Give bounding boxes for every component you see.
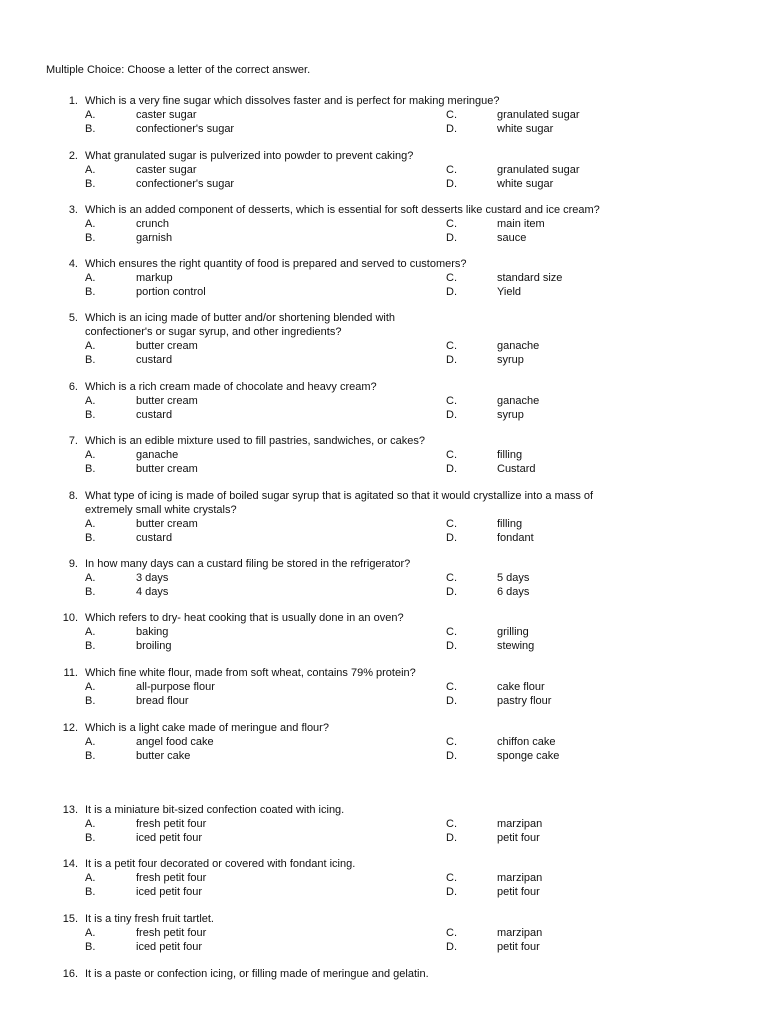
question-text: What granulated sugar is pulverized into powder to prevent caking? xyxy=(85,150,414,162)
option-letter-b: B. xyxy=(85,123,96,135)
option-row xyxy=(0,394,768,408)
option-text-d: sponge cake xyxy=(497,750,560,762)
question-number: 13. xyxy=(62,804,78,816)
question-number: 7. xyxy=(68,435,78,447)
option-row xyxy=(0,163,768,177)
option-letter-d: D. xyxy=(446,232,457,244)
option-text-a: fresh petit four xyxy=(136,818,207,830)
option-letter-c: C. xyxy=(446,395,457,407)
option-letter-c: C. xyxy=(446,572,457,584)
option-letter-b: B. xyxy=(85,886,96,898)
option-letter-d: D. xyxy=(446,586,457,598)
question-text: What type of icing is made of boiled sugar syrup that is agitated so that it would crystallize into a mass of xyxy=(85,490,594,502)
option-letter-c: C. xyxy=(446,449,457,461)
option-text-b: garnish xyxy=(136,232,173,244)
question-line xyxy=(0,803,768,817)
question-item xyxy=(0,203,768,245)
option-letter-d: D. xyxy=(446,286,457,298)
option-letter-b: B. xyxy=(85,586,96,598)
option-row xyxy=(0,339,768,353)
option-row xyxy=(0,217,768,231)
question-text: Which fine white flour, made from soft wheat, contains 79% protein? xyxy=(85,667,416,679)
question-item xyxy=(0,803,768,845)
option-letter-d: D. xyxy=(446,695,457,707)
option-row xyxy=(0,448,768,462)
question-number: 1. xyxy=(68,95,78,107)
question-item xyxy=(0,257,768,299)
question-number: 10. xyxy=(62,612,78,624)
option-row xyxy=(0,177,768,191)
question-text: It is a petit four decorated or covered with fondant icing. xyxy=(85,858,356,870)
option-text-a: caster sugar xyxy=(136,109,197,121)
question-item xyxy=(0,489,768,545)
question-item xyxy=(0,311,768,367)
option-letter-c: C. xyxy=(446,818,457,830)
question-number: 15. xyxy=(62,913,78,925)
option-row xyxy=(0,108,768,122)
option-row xyxy=(0,871,768,885)
question-text: It is a paste or confection icing, or filling made of meringue and gelatin. xyxy=(85,968,429,980)
option-text-c: marzipan xyxy=(497,927,543,939)
question-line xyxy=(0,857,768,871)
option-letter-d: D. xyxy=(446,886,457,898)
option-letter-c: C. xyxy=(446,626,457,638)
option-row xyxy=(0,817,768,831)
option-letter-a: A. xyxy=(85,626,96,638)
option-letter-b: B. xyxy=(85,354,96,366)
option-letter-d: D. xyxy=(446,409,457,421)
option-text-a: 3 days xyxy=(136,572,169,584)
question-text: It is a tiny fresh fruit tartlet. xyxy=(85,913,214,925)
question-line xyxy=(0,434,768,448)
question-number: 4. xyxy=(68,258,78,270)
option-text-a: all-purpose flour xyxy=(136,681,215,693)
question-text: In how many days can a custard filing be stored in the refrigerator? xyxy=(85,558,411,570)
option-text-d: fondant xyxy=(497,532,534,544)
option-text-d: Custard xyxy=(497,463,536,475)
option-row xyxy=(0,735,768,749)
option-letter-a: A. xyxy=(85,572,96,584)
option-text-d: syrup xyxy=(497,409,524,421)
option-row xyxy=(0,926,768,940)
question-item xyxy=(0,149,768,191)
option-row xyxy=(0,585,768,599)
option-text-a: angel food cake xyxy=(136,736,214,748)
question-number: 3. xyxy=(68,204,78,216)
option-text-a: ganache xyxy=(136,449,179,461)
option-text-a: caster sugar xyxy=(136,164,197,176)
option-letter-a: A. xyxy=(85,927,96,939)
question-number: 11. xyxy=(63,667,78,679)
option-letter-d: D. xyxy=(446,463,457,475)
option-text-d: petit four xyxy=(497,941,540,953)
question-text: Which is an added component of desserts, which is essential for soft desserts like custard and ice cream? xyxy=(85,204,600,216)
option-text-b: confectioner's sugar xyxy=(136,178,235,190)
option-letter-a: A. xyxy=(85,681,96,693)
option-text-b: broiling xyxy=(136,640,172,652)
question-text: Which is a very fine sugar which dissolves faster and is perfect for making meringue? xyxy=(85,95,500,107)
option-text-b: iced petit four xyxy=(136,832,203,844)
option-letter-d: D. xyxy=(446,123,457,135)
option-text-a: butter cream xyxy=(136,395,198,407)
option-letter-d: D. xyxy=(446,941,457,953)
option-row xyxy=(0,408,768,422)
option-row xyxy=(0,531,768,545)
option-letter-c: C. xyxy=(446,736,457,748)
option-text-b: portion control xyxy=(136,286,206,298)
option-text-b: iced petit four xyxy=(136,886,203,898)
question-line xyxy=(0,912,768,926)
option-letter-a: A. xyxy=(85,272,96,284)
option-row xyxy=(0,231,768,245)
option-text-d: petit four xyxy=(497,886,540,898)
question-text: Which is an edible mixture used to fill pastries, sandwiches, or cakes? xyxy=(85,435,425,447)
option-row xyxy=(0,680,768,694)
option-text-b: custard xyxy=(136,354,173,366)
option-letter-d: D. xyxy=(446,640,457,652)
option-letter-b: B. xyxy=(85,232,96,244)
option-letter-c: C. xyxy=(446,164,457,176)
question-line xyxy=(0,149,768,163)
option-letter-d: D. xyxy=(446,750,457,762)
question-text: confectioner's or sugar syrup, and other ingredients? xyxy=(85,326,342,338)
question-item xyxy=(0,94,768,136)
question-line xyxy=(0,380,768,394)
option-letter-a: A. xyxy=(85,818,96,830)
question-item xyxy=(0,666,768,708)
option-letter-c: C. xyxy=(446,927,457,939)
option-letter-c: C. xyxy=(446,109,457,121)
option-row xyxy=(0,122,768,136)
option-text-c: cake flour xyxy=(497,681,545,693)
option-letter-a: A. xyxy=(85,164,96,176)
option-letter-d: D. xyxy=(446,178,457,190)
question-line xyxy=(0,311,768,325)
option-text-c: grilling xyxy=(497,626,529,638)
option-text-c: filling xyxy=(497,449,523,461)
option-text-c: marzipan xyxy=(497,818,543,830)
option-text-a: fresh petit four xyxy=(136,872,207,884)
option-letter-c: C. xyxy=(446,681,457,693)
option-text-b: custard xyxy=(136,532,173,544)
option-text-c: 5 days xyxy=(497,572,530,584)
option-row xyxy=(0,639,768,653)
option-letter-a: A. xyxy=(85,109,96,121)
question-line xyxy=(0,489,768,503)
option-row xyxy=(0,517,768,531)
question-item xyxy=(0,912,768,954)
question-line xyxy=(0,503,768,517)
option-text-d: white sugar xyxy=(497,178,554,190)
option-letter-a: A. xyxy=(85,218,96,230)
option-row xyxy=(0,571,768,585)
option-text-d: 6 days xyxy=(497,586,530,598)
option-text-b: iced petit four xyxy=(136,941,203,953)
option-text-c: granulated sugar xyxy=(497,164,580,176)
question-item xyxy=(0,721,768,763)
option-row xyxy=(0,462,768,476)
question-item xyxy=(0,967,768,981)
question-text: Which refers to dry- heat cooking that is usually done in an oven? xyxy=(85,612,404,624)
option-text-b: custard xyxy=(136,409,173,421)
option-letter-a: A. xyxy=(85,872,96,884)
option-text-a: fresh petit four xyxy=(136,927,207,939)
option-text-d: white sugar xyxy=(497,123,554,135)
option-text-c: main item xyxy=(497,218,545,230)
option-letter-b: B. xyxy=(85,409,96,421)
option-row xyxy=(0,940,768,954)
option-text-c: chiffon cake xyxy=(497,736,556,748)
option-letter-c: C. xyxy=(446,218,457,230)
option-letter-c: C. xyxy=(446,272,457,284)
option-letter-a: A. xyxy=(85,736,96,748)
option-text-d: Yield xyxy=(497,286,522,298)
question-text: Which is an icing made of butter and/or shortening blended with xyxy=(85,312,396,324)
option-row xyxy=(0,625,768,639)
question-line xyxy=(0,666,768,680)
option-text-c: ganache xyxy=(497,395,540,407)
question-text: Which is a light cake made of meringue and flour? xyxy=(85,722,329,734)
question-number: 16. xyxy=(62,968,78,980)
question-number: 12. xyxy=(62,722,78,734)
question-number: 2. xyxy=(68,150,78,162)
option-text-a: crunch xyxy=(136,218,170,230)
option-letter-b: B. xyxy=(85,750,96,762)
option-row xyxy=(0,749,768,763)
option-letter-a: A. xyxy=(85,395,96,407)
option-letter-d: D. xyxy=(446,532,457,544)
question-line xyxy=(0,94,768,108)
option-letter-b: B. xyxy=(85,941,96,953)
option-letter-c: C. xyxy=(446,872,457,884)
option-text-c: marzipan xyxy=(497,872,543,884)
question-line xyxy=(0,203,768,217)
option-text-d: petit four xyxy=(497,832,540,844)
option-text-d: pastry flour xyxy=(497,695,552,707)
question-line xyxy=(0,611,768,625)
option-text-a: butter cream xyxy=(136,340,198,352)
question-item xyxy=(0,611,768,653)
question-text: Which ensures the right quantity of food is prepared and served to customers? xyxy=(85,258,467,270)
option-text-b: bread flour xyxy=(136,695,189,707)
option-text-d: sauce xyxy=(497,232,527,244)
option-letter-a: A. xyxy=(85,340,96,352)
option-text-d: stewing xyxy=(497,640,535,652)
option-text-b: butter cream xyxy=(136,463,198,475)
question-item xyxy=(0,557,768,599)
question-number: 8. xyxy=(68,490,78,502)
question-item xyxy=(0,434,768,476)
question-text: extremely small white crystals? xyxy=(85,504,237,516)
question-line xyxy=(0,721,768,735)
option-text-a: markup xyxy=(136,272,173,284)
question-text: It is a miniature bit-sized confection coated with icing. xyxy=(85,804,345,816)
option-row xyxy=(0,271,768,285)
option-letter-b: B. xyxy=(85,695,96,707)
question-line xyxy=(0,557,768,571)
question-item xyxy=(0,380,768,422)
question-number: 6. xyxy=(68,381,78,393)
option-text-a: baking xyxy=(136,626,169,638)
question-text: Which is a rich cream made of chocolate and heavy cream? xyxy=(85,381,377,393)
option-letter-b: B. xyxy=(85,532,96,544)
question-number: 5. xyxy=(68,312,78,324)
option-letter-c: C. xyxy=(446,340,457,352)
option-letter-b: B. xyxy=(85,178,96,190)
option-text-b: 4 days xyxy=(136,586,169,598)
option-text-c: filling xyxy=(497,518,523,530)
option-row xyxy=(0,353,768,367)
question-number: 9. xyxy=(68,558,78,570)
question-item xyxy=(0,857,768,899)
option-text-b: butter cake xyxy=(136,750,191,762)
option-text-c: standard size xyxy=(497,272,563,284)
option-letter-b: B. xyxy=(85,286,96,298)
question-line xyxy=(0,967,768,981)
option-row xyxy=(0,885,768,899)
option-letter-b: B. xyxy=(85,463,96,475)
option-text-a: butter cream xyxy=(136,518,198,530)
option-row xyxy=(0,694,768,708)
option-row xyxy=(0,285,768,299)
option-letter-b: B. xyxy=(85,832,96,844)
option-row xyxy=(0,831,768,845)
option-letter-b: B. xyxy=(85,640,96,652)
option-letter-a: A. xyxy=(85,518,96,530)
question-line xyxy=(0,325,768,339)
option-text-c: ganache xyxy=(497,340,540,352)
instructions-heading: Multiple Choice: Choose a letter of the correct answer. xyxy=(46,64,311,76)
option-letter-d: D. xyxy=(446,354,457,366)
option-text-c: granulated sugar xyxy=(497,109,580,121)
option-letter-c: C. xyxy=(446,518,457,530)
question-line xyxy=(0,257,768,271)
option-letter-d: D. xyxy=(446,832,457,844)
question-number: 14. xyxy=(62,858,78,870)
option-text-d: syrup xyxy=(497,354,524,366)
option-text-b: confectioner's sugar xyxy=(136,123,235,135)
option-letter-a: A. xyxy=(85,449,96,461)
